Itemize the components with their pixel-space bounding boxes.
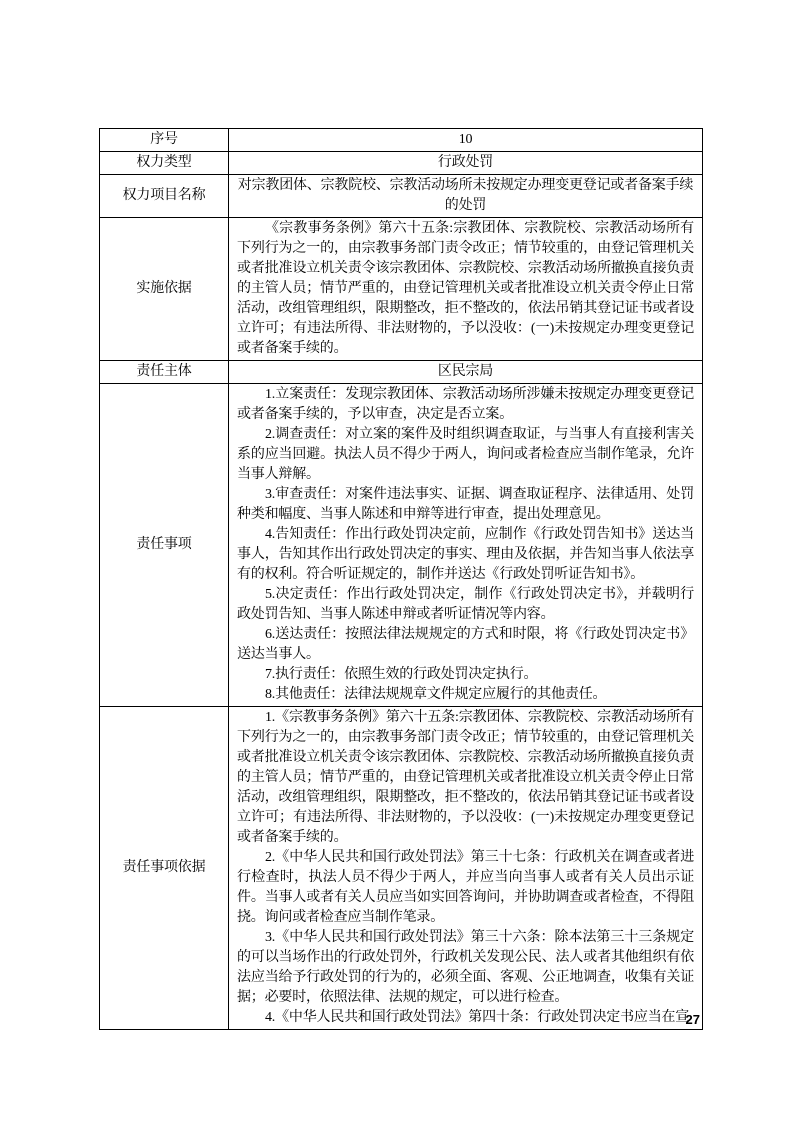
paragraph: 6.送达责任：按照法律法规规定的方式和时限，将《行政处罚决定书》送达当事人。 — [237, 627, 694, 662]
paragraph: 3.《中华人民共和国行政处罚法》第三十六条：除本法第三十三条规定的可以当场作出的行政处罚外，行政机关发现公民、法人或者其他组织有依法应当给予行政处罚的行为的，必须全面、客观、公正地调查，收集有关证据；必要时，依照法律、法规的规定，可以进行检查。 — [237, 930, 694, 1005]
table-row — [100, 152, 703, 175]
table-row — [100, 384, 703, 707]
row-content: 区民宗局 — [229, 361, 703, 384]
paragraph: 3.审查责任：对案件违法事实、证据、调查取证程序、法律适用、处罚种类和幅度、当事人陈述和申辩等进行审查，提出处理意见。 — [237, 487, 694, 522]
table-row — [100, 129, 703, 152]
row-content — [229, 707, 703, 1030]
row-content: 行政处罚 — [229, 152, 703, 175]
paragraph: 8.其他责任：法律法规规章文件规定应履行的其他责任。 — [265, 687, 607, 702]
table-row — [100, 218, 703, 361]
row-label: 权力项目名称 — [100, 175, 229, 218]
row-content — [229, 384, 703, 707]
table-row — [100, 361, 703, 384]
paragraph: 1.立案责任：发现宗教团体、宗教活动场所涉嫌未按规定办理变更登记或者备案手续的，予以审查，决定是否立案。 — [237, 387, 694, 422]
paragraph: 2.《中华人民共和国行政处罚法》第三十七条：行政机关在调查或者进行检查时，执法人员不得少于两人，并应当向当事人或者有关人员出示证件。当事人或者有关人员应当如实回答询问，并协助调查或者检查，不得阻挠。询问或者检查应当制作笔录。 — [237, 850, 694, 925]
row-label: 责任事项 — [100, 384, 229, 707]
paragraph: 4.《中华人民共和国行政处罚法》第四十条：行政处罚决定书应当在宣 — [265, 1010, 690, 1025]
table-row — [100, 175, 703, 218]
paragraph: 4.告知责任：作出行政处罚决定前，应制作《行政处罚告知书》送达当事人，告知其作出行政处罚决定的事实、理由及依据，并告知当事人依法享有的权利。符合听证规定的，制作并送达《行政处罚听证告知书》。 — [237, 527, 694, 582]
paragraph: 1.《宗教事务条例》第六十五条:宗教团体、宗教院校、宗教活动场所有下列行为之一的，由宗教事务部门责令改正；情节较重的，由登记管理机关或者批准设立机关责令该宗教团体、宗教院校、宗教活动场所撤换直接负责的主管人员；情节严重的，由登记管理机关或者批准设立机关责令停止日常活动，改组管理组织，限期整改，拒不整改的，依法吊销其登记证书或者设立许可；有违法所得、非法财物的，予以没收：(一)未按规定办理变更登记或者备案手续的。 — [237, 710, 694, 845]
page-number: 27 — [685, 1012, 700, 1027]
row-label: 实施依据 — [100, 218, 229, 361]
row-content: 对宗教团体、宗教院校、宗教活动场所未按规定办理变更登记或者备案手续的处罚 — [229, 175, 703, 218]
row-label: 责任事项依据 — [100, 707, 229, 1030]
row-label: 责任主体 — [100, 361, 229, 384]
row-content — [229, 218, 703, 361]
paragraph: 《宗教事务条例》第六十五条:宗教团体、宗教院校、宗教活动场所有下列行为之一的，由宗教事务部门责令改正；情节较重的，由登记管理机关或者批准设立机关责令该宗教团体、宗教院校、宗教活动场所撤换直接负责的主管人员；情节严重的，由登记管理机关或者批准设立机关责令停止日常活动，改组管理组织，限期整改，拒不整改的，依法吊销其登记证书或者设立许可；有违法所得、非法财物的，予以没收：(一)未按规定办理变更登记或者备案手续的。 — [237, 221, 694, 356]
table-body — [100, 129, 703, 1030]
power-item-table — [99, 128, 703, 1030]
table-row — [100, 707, 703, 1030]
row-label: 权力类型 — [100, 152, 229, 175]
row-label: 序号 — [100, 129, 229, 152]
row-content: 10 — [229, 129, 703, 152]
paragraph: 2.调查责任：对立案的案件及时组织调查取证，与当事人有直接利害关系的应当回避。执法人员不得少于两人，询问或者检查应当制作笔录，允许当事人辩解。 — [237, 427, 694, 482]
paragraph: 7.执行责任：依照生效的行政处罚决定执行。 — [265, 667, 538, 682]
paragraph: 5.决定责任：作出行政处罚决定，制作《行政处罚决定书》，并载明行政处罚告知、当事人陈述申辩或者听证情况等内容。 — [237, 587, 694, 622]
